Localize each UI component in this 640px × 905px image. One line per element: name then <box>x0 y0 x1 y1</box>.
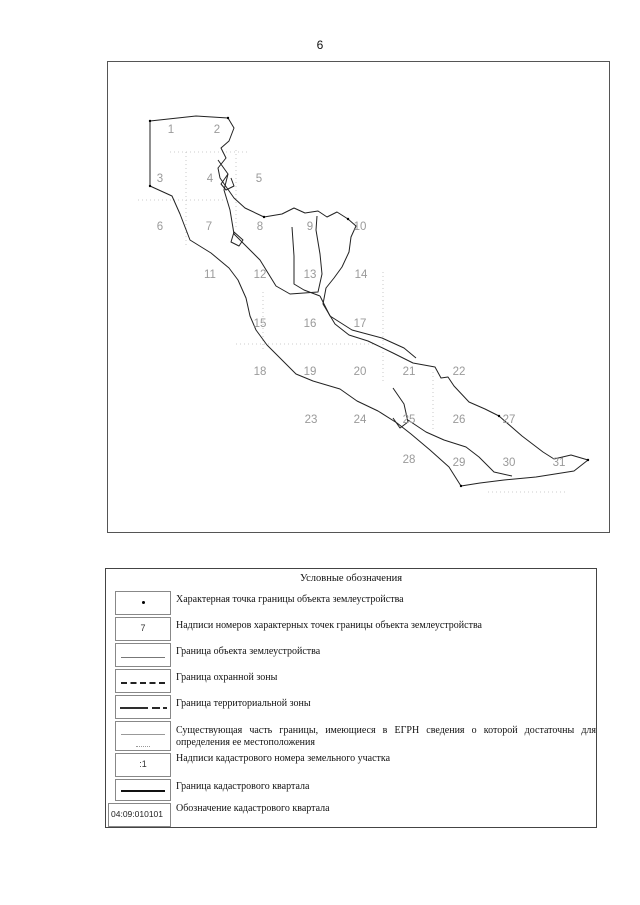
point-number-sample: 7 <box>140 623 146 633</box>
object-boundary-symbol <box>115 643 171 667</box>
point-label-16: 16 <box>303 318 317 330</box>
point-label-21: 21 <box>402 366 416 378</box>
cadastral-quarter-designation-symbol <box>108 803 171 827</box>
point-label-15: 15 <box>253 318 267 330</box>
point-label-17: 17 <box>353 318 367 330</box>
point-label-14: 14 <box>354 269 368 281</box>
thin-line-icon <box>121 734 165 735</box>
point-label-29: 29 <box>452 457 466 469</box>
point-label-11: 11 <box>204 269 216 281</box>
point-label-4: 4 <box>206 173 214 185</box>
point-label-3: 3 <box>156 173 164 185</box>
long-dash-line-icon <box>116 696 170 718</box>
dotted-line-icon <box>136 746 150 747</box>
point-label-13: 13 <box>303 269 317 281</box>
point-label-1: 1 <box>167 124 175 136</box>
parcel-number-symbol <box>115 753 171 777</box>
point-label-12: 12 <box>253 269 267 281</box>
point-label-23: 23 <box>304 414 318 426</box>
legend-text: Граница охранной зоны <box>176 672 278 683</box>
point-label-7: 7 <box>205 221 213 233</box>
point-label-8: 8 <box>256 221 264 233</box>
legend-text: Надписи кадастрового номера земельного участка <box>176 753 391 764</box>
cadastral-quarter-boundary-symbol <box>115 779 171 801</box>
legend-text: Обозначение кадастрового квартала <box>176 803 330 814</box>
existing-boundary-symbol <box>115 721 171 751</box>
point-label-18: 18 <box>253 366 267 378</box>
legend-text: Существующая часть границы, имеющиеся в ЕГРН сведения о которой достаточны для определения ее местоположения <box>176 725 596 748</box>
territorial-zone-symbol <box>115 695 171 719</box>
object-boundary <box>150 116 588 486</box>
point-label-2: 2 <box>213 124 221 136</box>
legend-text: Граница территориальной зоны <box>176 698 311 709</box>
legend-text: Надписи номеров характерных точек границы объекта землеустройства <box>176 620 482 631</box>
protection-zone-symbol <box>115 669 171 693</box>
point-label-22: 22 <box>452 366 466 378</box>
point-label-6: 6 <box>156 221 164 233</box>
thin-line-icon <box>121 657 165 658</box>
characteristic-points <box>149 117 589 487</box>
legend-text: Граница кадастрового квартала <box>176 781 310 792</box>
page-number: 6 <box>316 38 324 52</box>
dashed-line-icon <box>121 682 165 684</box>
point-labels <box>157 124 566 469</box>
point-dot-icon <box>142 601 145 604</box>
point-label-30: 30 <box>502 457 516 469</box>
parcel-number-sample: :1 <box>139 759 147 769</box>
point-label-25: 25 <box>402 414 416 426</box>
cadastral-quarter-sample: 04:09:010101 <box>111 809 163 819</box>
point-label-28: 28 <box>402 454 416 466</box>
point-label-20: 20 <box>353 366 367 378</box>
map-drawing <box>108 62 611 534</box>
legend-title: Условные обозначения <box>299 573 403 584</box>
characteristic-point-symbol <box>115 591 171 615</box>
point-label-9: 9 <box>306 221 314 233</box>
legend-text: Граница объекта землеустройства <box>176 646 321 657</box>
thick-line-icon <box>121 790 165 792</box>
point-label-31: 31 <box>552 457 566 469</box>
point-label-26: 26 <box>452 414 466 426</box>
point-label-5: 5 <box>255 173 263 185</box>
point-label-24: 24 <box>353 414 367 426</box>
cadastral-map <box>107 61 610 533</box>
point-label-19: 19 <box>303 366 317 378</box>
legend-text: Характерная точка границы объекта землеустройства <box>176 594 404 605</box>
legend <box>105 568 597 828</box>
point-number-symbol <box>115 617 171 641</box>
point-label-27: 27 <box>502 414 516 426</box>
point-label-10: 10 <box>353 221 367 233</box>
